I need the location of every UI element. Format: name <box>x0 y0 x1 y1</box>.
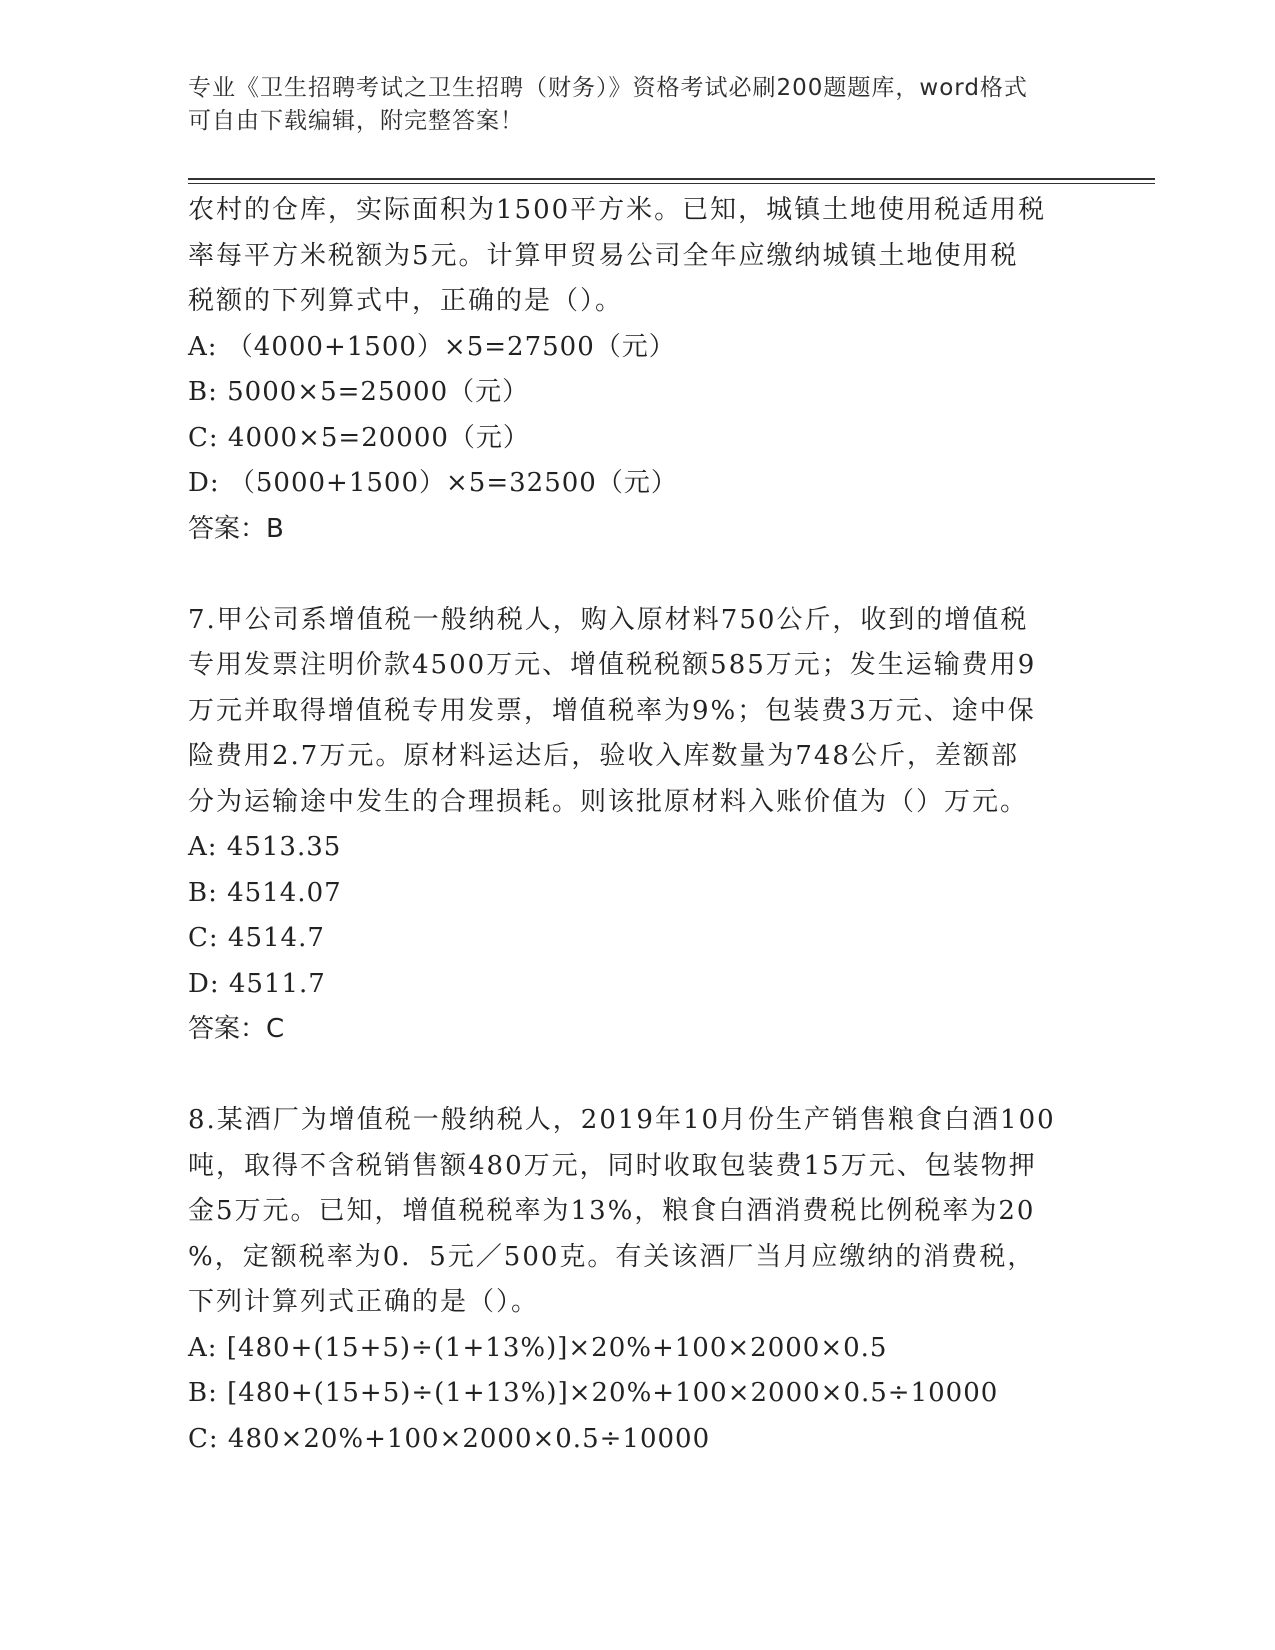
question-8-line-5: 下列计算列式正确的是（）。 <box>188 1287 540 1317</box>
header-divider-thin <box>188 183 1155 184</box>
question-spacer <box>188 552 1088 598</box>
question-7 <box>188 598 1088 1053</box>
header-title-line-2: 可自由下载编辑，附完整答案！ <box>188 108 524 134</box>
question-6-line-3: 税额的下列算式中，正确的是（）。 <box>188 286 624 316</box>
question-8-line-2: 吨，取得不含税销售额480万元，同时收取包装费15万元、包装物押 <box>188 1150 1037 1181</box>
question-6-answer: 答案：B <box>188 513 284 544</box>
header-title-line-1: 专业《卫生招聘考试之卫生招聘（财务）》资格考试必刷200题题库，word格式 <box>188 75 1028 101</box>
question-8-option-c: C: 480×20%+100×2000×0.5÷10000 <box>188 1423 711 1454</box>
question-spacer <box>188 1053 1088 1099</box>
question-7-line-3: 万元并取得增值税专用发票，增值税率为9%；包装费3万元、途中保 <box>188 695 1036 726</box>
question-6-line-2: 率每平方米税额为5元。计算甲贸易公司全年应缴纳城镇土地使用税 <box>188 240 1019 271</box>
question-7-line-2: 专用发票注明价款4500万元、增值税税额585万元；发生运输费用9 <box>188 650 1037 680</box>
question-7-answer: 答案：C <box>188 1014 285 1044</box>
question-6-option-b: B: 5000×5=25000（元） <box>188 377 530 407</box>
question-7-option-c: C: 4514.7 <box>188 923 325 953</box>
header-divider-thick <box>188 178 1155 180</box>
question-7-option-b: B: 4514.07 <box>188 877 342 908</box>
document-body <box>188 188 1088 1462</box>
document-header <box>188 72 1088 138</box>
question-7-line-4: 险费用2.7万元。原材料运达后，验收入库数量为748公斤，差额部 <box>188 741 1019 771</box>
question-6 <box>188 188 1088 552</box>
question-6-option-d: D: （5000+1500）×5=32500（元） <box>188 468 678 498</box>
question-7-option-a: A: 4513.35 <box>188 832 342 862</box>
question-6-option-a: A: （4000+1500）×5=27500（元） <box>188 331 676 362</box>
question-6-option-c: C: 4000×5=20000（元） <box>188 422 530 453</box>
question-6-line-1: 农村的仓库，实际面积为1500平方米。已知，城镇土地使用税适用税 <box>188 195 1047 225</box>
question-7-line-5: 分为运输途中发生的合理损耗。则该批原材料入账价值为（）万元。 <box>188 786 1029 817</box>
question-8-line-4: %，定额税率为0．5元／500克。有关该酒厂当月应缴纳的消费税， <box>188 1241 1036 1272</box>
question-7-option-d: D: 4511.7 <box>188 968 326 999</box>
question-8-option-a: A: [480+(15+5)÷(1+13%)]×20%+100×2000×0.5 <box>188 1332 888 1363</box>
question-7-line-1: 7.甲公司系增值税一般纳税人，购入原材料750公斤，收到的增值税 <box>188 604 1029 635</box>
question-8-line-1: 8.某酒厂为增值税一般纳税人，2019年10月份生产销售粮食白酒100 <box>188 1105 1056 1135</box>
question-8 <box>188 1098 1088 1462</box>
question-8-line-3: 金5万元。已知，增值税税率为13%，粮食白酒消费税比例税率为20 <box>188 1196 1036 1226</box>
question-8-option-b: B: [480+(15+5)÷(1+13%)]×20%+100×2000×0.5÷10000 <box>188 1378 999 1408</box>
